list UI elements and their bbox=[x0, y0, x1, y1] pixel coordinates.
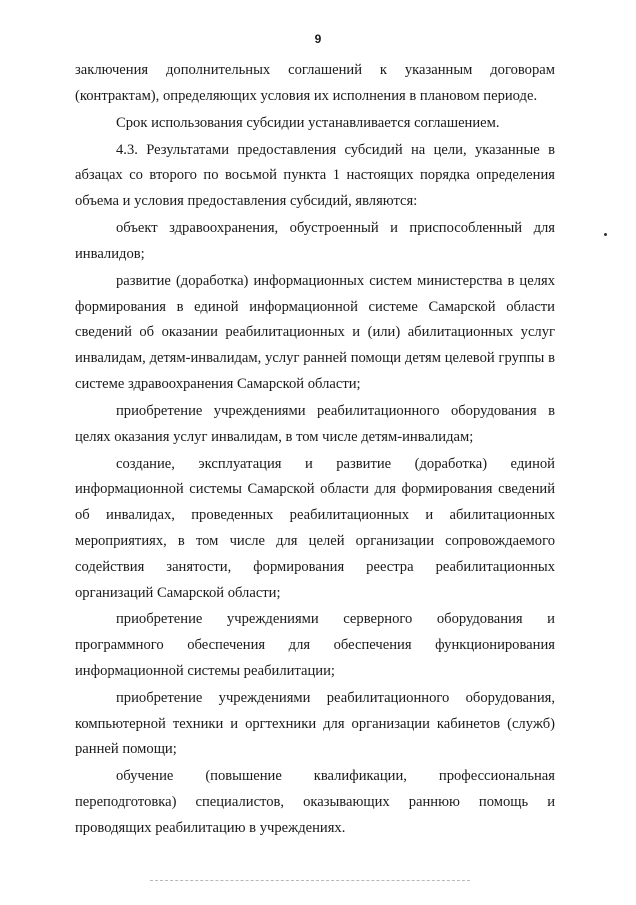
paragraph-section-4-3: 4.3. Результатами предоставления субсидий на цели, указанные в абзацах со второго по восьмой пункта 1 настоящих порядка определения объема и условия предоставления субсидий, являются: bbox=[75, 141, 555, 210]
footer-separator bbox=[150, 880, 470, 881]
paragraph-subsidy-term: Срок использования субсидии устанавливается соглашением. bbox=[116, 114, 500, 131]
scan-speck bbox=[604, 233, 607, 236]
list-item-specialist-training: обучение (повышение квалификации, профессиональная переподготовка) специалистов, оказывающих раннюю помощь и проводящих реабилитацию в учреждениях. bbox=[75, 768, 555, 836]
list-item-early-help-offices: приобретение учреждениями реабилитационного оборудования, компьютерной техники и оргтехники для организации кабинетов (служб) ранней помощи; bbox=[75, 689, 555, 758]
document-body bbox=[75, 58, 555, 843]
page-number: 9 bbox=[314, 32, 322, 46]
list-item-information-systems: развитие (доработка) информационных систем министерства в целях формирования в единой информационной системе Самарской области сведений об оказании реабилитационных и (или) абилитационных услуг инвалидам, детям-инвалидам, услуг ранней помощи детям целевой группы в системе здравоохранения Самарской области; bbox=[75, 272, 555, 392]
list-item-unified-information-system: создание, эксплуатация и развитие (доработка) единой информационной системы Самарской области для формирования сведений об инвалидах, проведенных реабилитационных и абилитационных мероприятиях, в том числе для целей организации сопровождаемого содействия занятости, формирования реестра реабилитационных организаций Самарской области; bbox=[75, 455, 555, 601]
list-item-server-equipment: приобретение учреждениями серверного оборудования и программного обеспечения для обеспечения функционирования информационной системы реабилитации; bbox=[75, 611, 555, 679]
paragraph-contracts-continuation: заключения дополнительных соглашений к указанным договорам (контрактам), определяющих условия их исполнения в плановом периоде. bbox=[75, 62, 555, 104]
list-item-rehab-equipment: приобретение учреждениями реабилитационного оборудования в целях оказания услуг инвалидам, в том числе детям-инвалидам; bbox=[75, 402, 555, 445]
list-item-healthcare-facility: объект здравоохранения, обустроенный и приспособленный для инвалидов; bbox=[75, 220, 555, 262]
